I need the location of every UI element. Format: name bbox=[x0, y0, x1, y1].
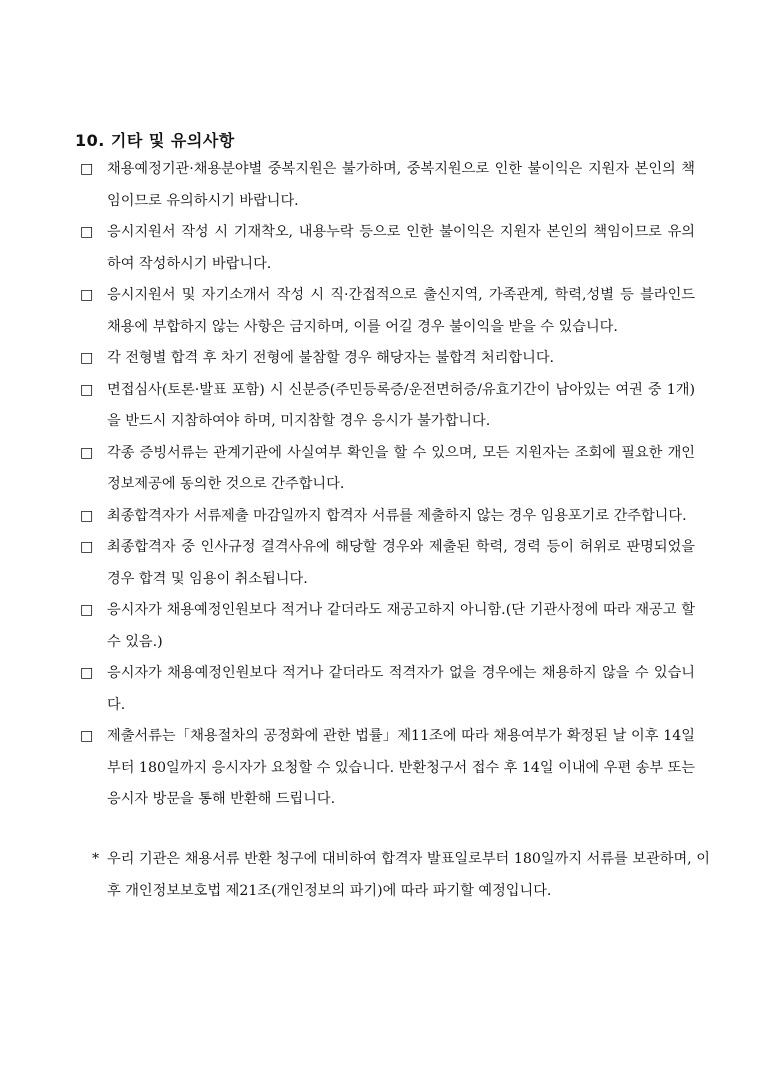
checkbox-marker: □ bbox=[80, 728, 94, 744]
checkbox-marker: □ bbox=[80, 350, 94, 366]
list-item bbox=[80, 375, 695, 438]
list-item-text: 채용예정기관·채용분야별 중복지원은 불가하며, 중복지원으로 인한 불이익은 지원자 본인의 책임이므로 유의하시기 바랍니다. bbox=[107, 161, 695, 209]
footnote bbox=[92, 844, 710, 907]
list-item bbox=[80, 438, 695, 501]
checkbox-marker: □ bbox=[80, 161, 94, 177]
list-item-text: 각 전형별 합격 후 차기 전형에 불참할 경우 해당자는 불합격 처리합니다. bbox=[107, 350, 555, 366]
list-item bbox=[80, 595, 695, 658]
list-item-text: 제출서류는「채용절차의 공정화에 관한 법률」제11조에 따라 채용여부가 확정된 날 이후 14일부터 180일까지 응시자가 요청할 수 있습니다. 반환청구서 접수 후 14일 이내에 우편 송부 또는 응시자 방문을 통해 반환해 드립니다. bbox=[107, 728, 695, 807]
checkbox-marker: □ bbox=[80, 287, 94, 303]
checkbox-marker: □ bbox=[80, 381, 94, 398]
list-item-text: 최종합격자 중 인사규정 결격사유에 해당할 경우와 제출된 학력, 경력 등이 허위로 판명되었을 경우 합격 및 임용이 취소됩니다. bbox=[107, 539, 695, 587]
list-item-text: 각종 증빙서류는 관계기관에 사실여부 확인을 할 수 있으며, 모든 지원자는 조회에 필요한 개인정보제공에 동의한 것으로 간주합니다. bbox=[107, 444, 695, 492]
checkbox-marker: □ bbox=[80, 665, 94, 681]
list-item bbox=[80, 658, 695, 721]
list-item-text: 응시지원서 및 자기소개서 작성 시 직·간접적으로 출신지역, 가족관계, 학력,성별 등 블라인드 채용에 부합하지 않는 사항은 금지하며, 이를 어길 경우 불이익을 받을 수 있습니다. bbox=[107, 287, 695, 335]
list-item bbox=[80, 501, 695, 533]
list-item-text: 최종합격자가 서류제출 마감일까지 합격자 서류를 제출하지 않는 경우 임용포기로 간주합니다. bbox=[107, 507, 687, 524]
section-heading: 10. 기타 및 유의사항 bbox=[75, 131, 235, 150]
checkbox-marker: □ bbox=[80, 539, 94, 555]
list-item-text: 응시자가 채용예정인원보다 적거나 같더라도 적격자가 없을 경우에는 채용하지 않을 수 있습니다. bbox=[107, 665, 695, 713]
list-item bbox=[80, 721, 695, 816]
footnote-text: 우리 기관은 채용서류 반환 청구에 대비하여 합격자 발표일로부터 180일까지 서류를 보관하며, 이후 개인정보보호법 제21조(개인정보의 파기)에 따라 파기할 예정입니다. bbox=[107, 851, 710, 899]
checkbox-marker: □ bbox=[80, 507, 94, 524]
list-item bbox=[80, 280, 695, 343]
checkbox-marker: □ bbox=[80, 602, 94, 618]
list-item bbox=[80, 343, 695, 375]
checkbox-marker: □ bbox=[80, 444, 94, 461]
asterisk-marker: * bbox=[92, 851, 100, 867]
list-item-text: 면접심사(토론·발표 포함) 시 신분증(주민등록증/운전면허증/유효기간이 남아있는 여권 중 1개)을 반드시 지참하여야 하며, 미지참할 경우 응시가 불가합니다. bbox=[107, 381, 695, 429]
notice-list bbox=[80, 154, 695, 816]
list-item bbox=[80, 217, 695, 280]
list-item bbox=[80, 154, 695, 217]
list-item-text: 응시지원서 작성 시 기재착오, 내용누락 등으로 인한 불이익은 지원자 본인의 책임이므로 유의하여 작성하시기 바랍니다. bbox=[107, 224, 695, 272]
checkbox-marker: □ bbox=[80, 224, 94, 240]
list-item-text: 응시자가 채용예정인원보다 적거나 같더라도 재공고하지 아니함.(단 기관사정에 따라 재공고 할 수 있음.) bbox=[107, 602, 695, 650]
list-item bbox=[80, 532, 695, 595]
